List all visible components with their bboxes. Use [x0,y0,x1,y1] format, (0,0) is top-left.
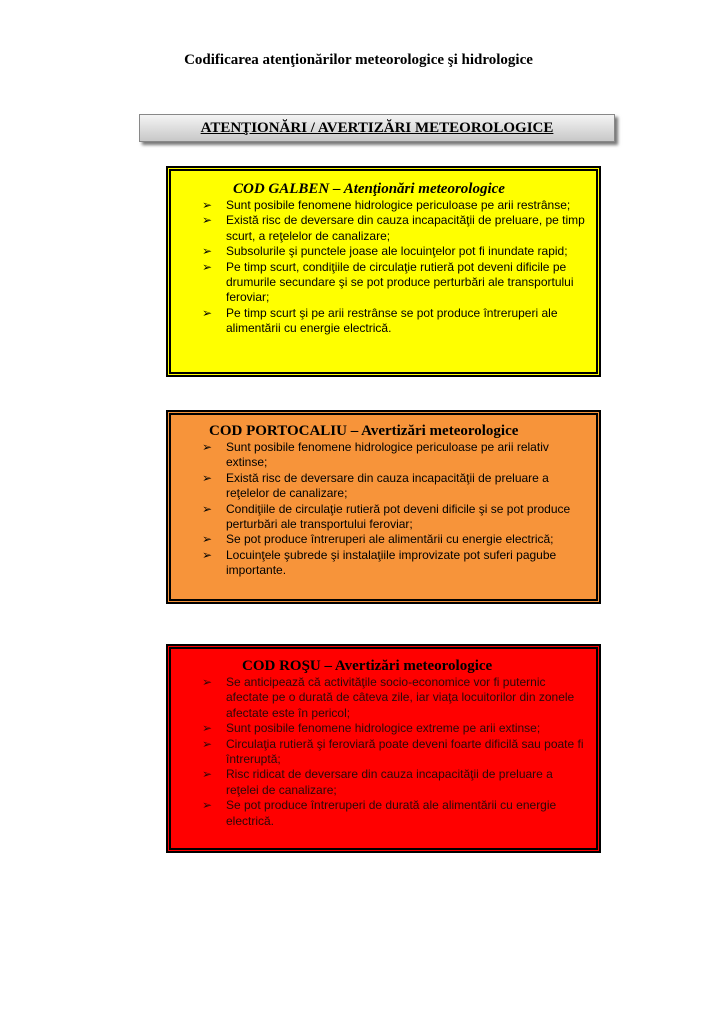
document-title: Codificarea atenţionărilor meteorologice şi hidrologice [184,52,533,68]
cod-galben-list [171,198,596,337]
list-item-text: Există risc de deversare din cauza incapacităţii de preluare, pe timp scurt, a reţelelor de canalizare; [226,213,585,243]
list-item [171,440,596,471]
list-item-text: Condiţiile de circulaţie rutieră pot deveni dificile şi se pot produce perturbări ale transportului feroviar; [226,501,571,532]
list-item-text: Se pot produce întreruperi ale alimentării cu energie electrică; [226,532,554,547]
arrow-bullet-icon: ➢ [201,259,213,274]
cod-portocaliu-box [166,410,601,604]
list-item [171,502,596,533]
cod-rosu-box [166,644,601,853]
list-item [171,471,596,502]
arrow-bullet-icon: ➢ [201,675,213,689]
arrow-bullet-icon: ➢ [201,547,213,562]
list-item [171,244,596,259]
cod-galben-box [166,166,601,377]
arrow-bullet-icon: ➢ [201,305,213,320]
list-item-text: Se pot produce întreruperi de durată ale alimentării cu energie electrică. [226,798,557,828]
arrow-bullet-icon: ➢ [201,244,213,259]
section-heading-banner: ATENŢIONĂRI / AVERTIZĂRI METEOROLOGICE [139,114,615,142]
list-item-text: Sunt posibile fenomene hidrologice extreme pe arii extinse; [226,721,541,736]
list-item-text: Risc ridicat de deversare din cauza incapacităţii de preluare a reţelei de canalizare; [226,767,553,797]
list-item [171,306,596,337]
list-item [171,532,596,547]
list-item [171,737,596,768]
arrow-bullet-icon: ➢ [201,470,213,485]
cod-galben-title: COD GALBEN – Atenţionări meteorologice [233,181,505,197]
cod-rosu-title: COD ROŞU – Avertizări meteorologice [242,658,493,674]
list-item-text: Pe timp scurt şi pe arii restrânse se pot produce întreruperi ale alimentării cu energie electrică. [226,305,558,336]
list-item [171,721,596,736]
list-item [171,798,596,829]
list-item-text: Locuinţele şubrede şi instalaţiile improvizate pot suferi pagube importante. [226,547,557,578]
list-item [171,675,596,721]
arrow-bullet-icon: ➢ [201,501,213,516]
arrow-bullet-icon: ➢ [201,532,213,547]
list-item [171,548,596,579]
list-item-text: Sunt posibile fenomene hidrologice periculoase pe arii relativ extinse; [226,440,549,470]
arrow-bullet-icon: ➢ [201,767,213,782]
cod-portocaliu-title: COD PORTOCALIU – Avertizări meteorologice [209,423,519,439]
cod-rosu-list [171,675,596,829]
list-item-text: Subsolurile şi punctele joase ale locuinţelor pot fi inundate rapid; [226,244,568,259]
arrow-bullet-icon: ➢ [201,798,213,813]
arrow-bullet-icon: ➢ [201,440,213,454]
list-item-text: Se anticipează că activităţile socio-economice vor fi puternic afectate pe o durată de câteva zile, iar viaţa locuitorilor din zonele afectate este în pericol; [226,675,575,720]
list-item [171,767,596,798]
list-item-text: Circulaţia rutieră şi feroviară poate deveni foarte dificilă sau poate fi întreruptă; [226,736,584,767]
list-item [171,213,596,244]
arrow-bullet-icon: ➢ [201,198,213,212]
arrow-bullet-icon: ➢ [201,721,213,736]
list-item [171,198,596,213]
list-item-text: Pe timp scurt, condiţiile de circulaţie rutieră pot deveni dificile pe drumurile secundare şi se pot produce perturbări ale transportului feroviar; [226,259,574,305]
list-item-text: Există risc de deversare din cauza incapacităţii de preluare a reţelelor de canalizare; [226,470,549,501]
list-item [171,260,596,306]
arrow-bullet-icon: ➢ [201,213,213,228]
cod-portocaliu-list [171,440,596,579]
list-item-text: Sunt posibile fenomene hidrologice periculoase pe arii restrânse; [226,198,571,212]
arrow-bullet-icon: ➢ [201,736,213,751]
